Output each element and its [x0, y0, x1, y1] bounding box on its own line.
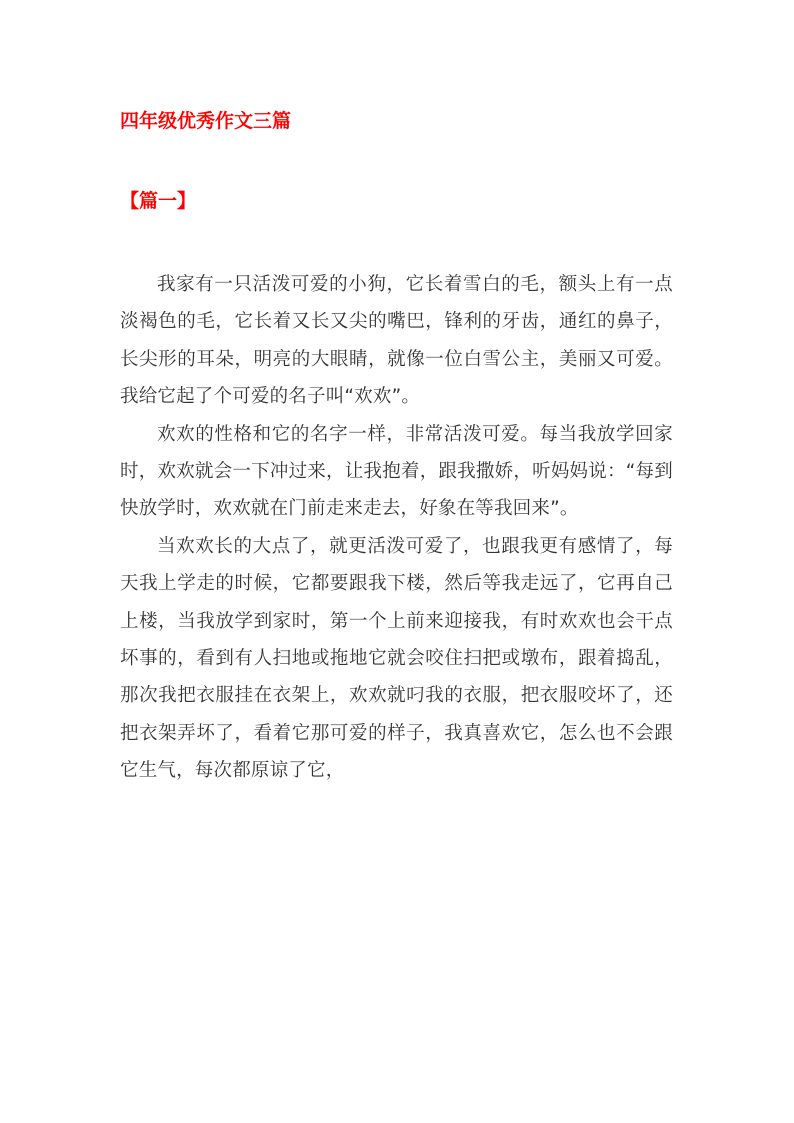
document-title: 四年级优秀作文三篇 — [120, 110, 292, 132]
paragraph-2: 欢欢的性格和它的名字一样，非常活泼可爱。每当我放学回家时，欢欢就会一下冲过来，让我抱着，跟我撒娇，听妈妈说：“每到快放学时，欢欢就在门前走来走去，好象在等我回来”。 — [120, 423, 673, 520]
section-heading: 【篇一】 — [120, 190, 197, 212]
essay-body — [120, 266, 673, 790]
paragraph-1: 我家有一只活泼可爱的小狗，它长着雪白的毛，额头上有一点淡褐色的毛，它长着又长又尖的嘴巴，锋利的牙齿，通红的鼻子，长尖形的耳朵，明亮的大眼睛，就像一位白雪公主，美丽又可爱。我给它起了个可爱的名子叫“欢欢”。 — [120, 274, 673, 408]
paragraph-3: 当欢欢长的大点了，就更活泼可爱了，也跟我更有感情了，每天我上学走的时候，它都要跟我下楼，然后等我走远了，它再自己上楼，当我放学到家时，第一个上前来迎接我，有时欢欢也会干点坏事的，看到有人扫地或拖地它就会咬住扫把或墩布，跟着捣乱，那次我把衣服挂在衣架上，欢欢就叼我的衣服，把衣服咬坏了，还把衣架弄坏了，看着它那可爱的样子，我真喜欢它，怎么也不会跟它生气，每次都原谅了它， — [120, 535, 673, 782]
